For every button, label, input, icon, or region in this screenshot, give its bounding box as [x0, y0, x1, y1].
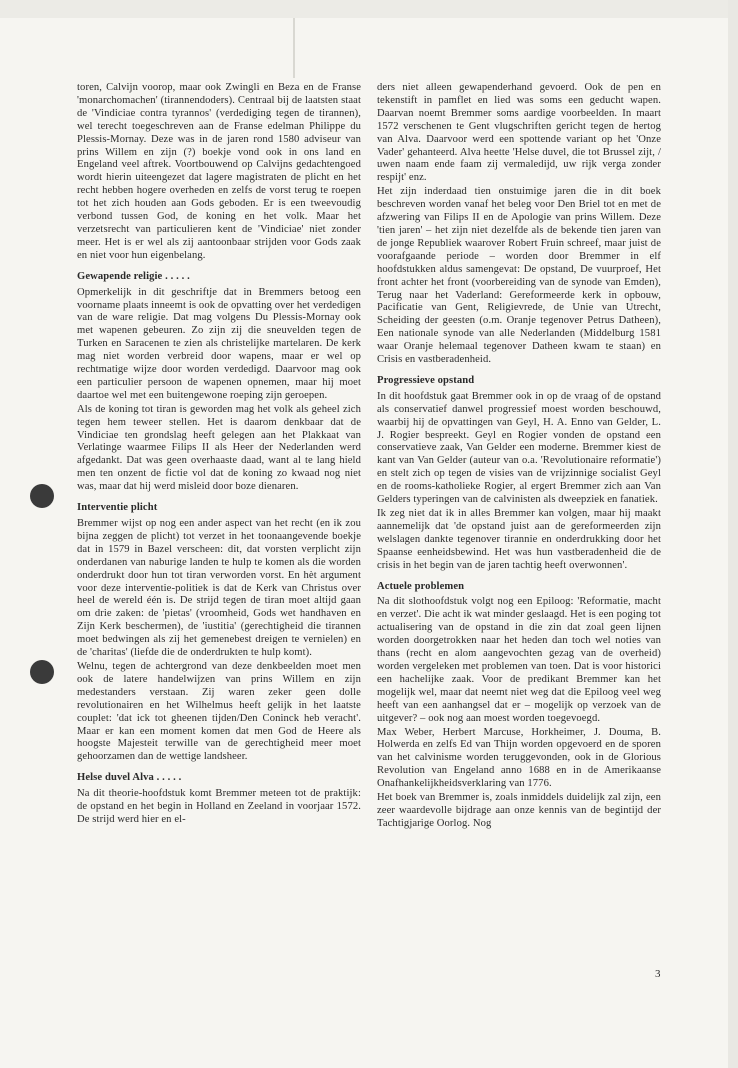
paragraph: ders niet alleen gewapenderhand gevoerd. Ook de pen en tekenstift in pamflet en lied was soms een geducht wapen. Daarvan noemt Bremmer soms aardige voorbeelden. In maart 1572 verschenen te Gent vlugschriften gericht tegen de hertog van Alva. Daarvoor werd een spottende variant op het 'Onze Vader' gehanteerd. Alva heette 'Helse duvel, die tot Brussel zijt, / uwen naam ende faam zij vermaledijd, uw rijk verga zonder respijt' enz.: [377, 82, 661, 184]
paragraph: Bremmer wijst op nog een ander aspect van het recht (en ik zou bijna zeggen de plicht) tot verzet in het toonaangevende boekje dat in 1579 in Bazel verscheen: dit, dat vorsten verplicht zijn onderdanen van naburige landen te hulp te komen als die worden onderdrukt door hun tot tiran verworden vorst. En hèt argument voor deze interventie-politiek is dat de Kerk van Christus over heel de wereld één is. De strijd tegen de tiran moet altijd gaan om drie zaken: de 'pietas' (vroomheid, Gods wet handhaven en Zijn Kerk beschermen), de 'iustitia' (gerechtigheid die tirannen moet bedwingen als zij het gemenebest dreigen te vernielen) en de 'charitas' (liefde die de onderdrukten te hulp komt).: [77, 518, 361, 659]
left-column: [77, 82, 361, 828]
punch-hole-icon: [30, 660, 54, 684]
paragraph: Welnu, tegen de achtergrond van deze denkbeelden moet men ook de latere handelwijzen van prins Willem en zijn medestanders verstaan. Zij waren zeker geen dolle revolutionairen en het Wilhelmus heeft gelijk in het laatste couplet: 'dat ick tot gheenen tijden/Den Coninck heb veracht'. Maar er kan een moment komen dat men God de Heere als hoogste Majesteit terwille van de gerechtigheid meer moet gehoorzamen dan de wettige landsheer.: [77, 660, 361, 763]
page-top-edge: [0, 0, 738, 18]
page-right-edge: [728, 0, 738, 1068]
paragraph: Opmerkelijk in dit geschriftje dat in Bremmers betoog een voorname plaats inneemt is ook de opvatting over het verdedigen van de ware religie. Dat mag volgens Du Plessis-Mornay ook met wapenen gebeuren. Zo zijn zij die sneuvelden tegen de Turken en Saracenen te zien als christelijke martelaren. De kerk mag niet worden verbreid door wapens, maar er wel op rechtmatige wijze door worden verdedigd. Daarvoor mag ook een particulier persoon de wapenen opnemen, maar hij moet daartoe wel met een buitengewone roeping zijn geroepen.: [77, 286, 361, 401]
section-heading: Interventie plicht: [77, 502, 158, 514]
page-number: 3: [655, 968, 661, 980]
paragraph: Na dit slothoofdstuk volgt nog een Epiloog: 'Reformatie, macht en verzet'. Die acht ik wat minder geslaagd. Het is een poging tot actualisering van de opstand in die zin dat zoal geen lijnen worden doorgetrokken naar het heden dan toch wel noties van thans (recht en alom aangevochten gezag van de overheid) worden vergeleken met problemen van toen. Dat is voor historici een hachelijke zaak. Voor de predikant Bremmer kan het mogelijk wel, maar dat neemt niet weg dat die Epiloog veel weg heeft van een aanhangsel dat er – mogelijk op verzoek van de uitgever? – ook nog aan moest worden toegevoegd.: [377, 596, 661, 724]
paragraph: Het zijn inderdaad tien onstuimige jaren die in dit boek beschreven worden vanaf het beleg voor Den Briel tot en met de afzwering van Filips II en de Apologie van prins Willem. Deze 'tien jaren' – het zijn niet dezelfde als de bekende tien jaren van de jonge Republiek waarover Robert Fruin schreef, maar juist de voorafgaande periode – worden door Bremmer in elf hoofdstukken aldus samengevat: De opstand, De vuurproef, Het front achter het front (voorbereiding van de synode van Emden), Terug naar het Vaderland: Gereformeerde kerk in opbouw, Pacificatie van Gent, Religievrede, de Unie van Utrecht, Scheiding der geesten (o.m. Oranje tegenover Petrus Datheen), Een nationale synode van alle Nederlanden (Middelburg 1581 waar Oranje helemaal tegenover Datheen kwam te staan) en Crisis en vastberadenheid.: [377, 186, 661, 366]
right-column: [377, 82, 661, 832]
paragraph: Ik zeg niet dat ik in alles Bremmer kan volgen, maar hij maakt aannemelijk dat 'de opstand juist aan de gereformeerden zijn welslagen dankte tegenover tirannie en onderdrukking door het Spaanse eenheidsbewind. Het was hun vastberadenheid die de crisis in het begin van de jaren tachtig heeft overwonnen'.: [377, 508, 661, 571]
section-heading: Gewapende religie . . . . .: [77, 270, 190, 282]
paper-fold-line: [293, 18, 295, 78]
section-heading: Helse duvel Alva . . . . .: [77, 772, 182, 784]
punch-hole-icon: [30, 484, 54, 508]
paragraph: Na dit theorie-hoofdstuk komt Bremmer meteen tot de praktijk: de opstand en het begin in Holland en Zeeland in voorjaar 1572. De strijd werd hier en el-: [77, 788, 361, 825]
paragraph: Max Weber, Herbert Marcuse, Horkheimer, J. Douma, B. Holwerda en zelfs Ed van Thijn worden opgevoerd en de sporen van het calvinisme worden teruggevonden, ook in de Glorious Revolution van Engeland anno 1688 en in de Amerikaanse Onafhankelijkheidsverklaring van 1776.: [377, 726, 661, 790]
section-heading: Actuele problemen: [377, 580, 465, 592]
section-heading: Progressieve opstand: [377, 374, 475, 386]
paragraph: Het boek van Bremmer is, zoals inmiddels duidelijk zal zijn, een zeer waardevolle bijdrage aan onze kennis van de begintijd der Tachtigjarige Oorlog. Nog: [377, 792, 661, 829]
paragraph: toren, Calvijn voorop, maar ook Zwingli en Beza en de Franse 'monarchomachen' (tirannendoders). Centraal bij de laatsten staat de 'Vindiciae contra tyrannos' (verdediging tegen de tirannen), wel terecht toegeschreven aan de Franse edelman Philippe du Plessis-Mornay. Deze was in de jaren rond 1580 adviseur van prins Willem en zijn (?) boekje vond ook in ons land en Engeland veel aftrek. Voortbouwend op Calvijns gedachtengoed wordt hierin uiteengezet dat lagere magistraten de plicht en het recht hebben hogere overheden en zelfs de vorst terug te roepen tot het zich houden aan Gods geboden. Er is een tweevoudig verbond tussen God, de koning en het volk. Maar het verzetsrecht van particulieren kent de 'Vindiciae' niet zonder meer. Het is er wel als zij aantoonbaar strijden voor Gods zaak en niet voor hun eigenbelang.: [77, 82, 361, 261]
paragraph: In dit hoofdstuk gaat Bremmer ook in op de vraag of de opstand als conservatief danwel progressief moest worden beschouwd, waarbij hij de opvattingen van Geyl, H. A. Enno van Gelder, L. J. Rogier bespreekt. Geyl en Rogier vonden de opstand een conservatieve zaak, Van Gelder een moderne. Bremmer kiest de kant van Van Gelder (auteur van o.a. 'Revolutionaire reformatie') en stelt zich op tegen de visies van de vrijzinnige socialist Geyl en de rooms-katholieke Rogier, al ergert Bremmer zich aan Van Gelders typeringen van de calvinisten als dweepziek en fanatiek.: [377, 390, 661, 506]
paragraph: Als de koning tot tiran is geworden mag het volk als geheel zich tegen hem teweer stellen. Het is daarom denkbaar dat de Vindiciae ten grondslag heeft gelegen aan het Plakkaat van Verlatinge waarmee Filips II als Heer der Nederlanden werd afgedankt. Dat was geen overhaaste daad, want al te lang hield men ten onzent de fictie vol dat de koning zo kwaad nog niet was, maar dat hij werd misleid door boze dienaren.: [77, 403, 361, 493]
